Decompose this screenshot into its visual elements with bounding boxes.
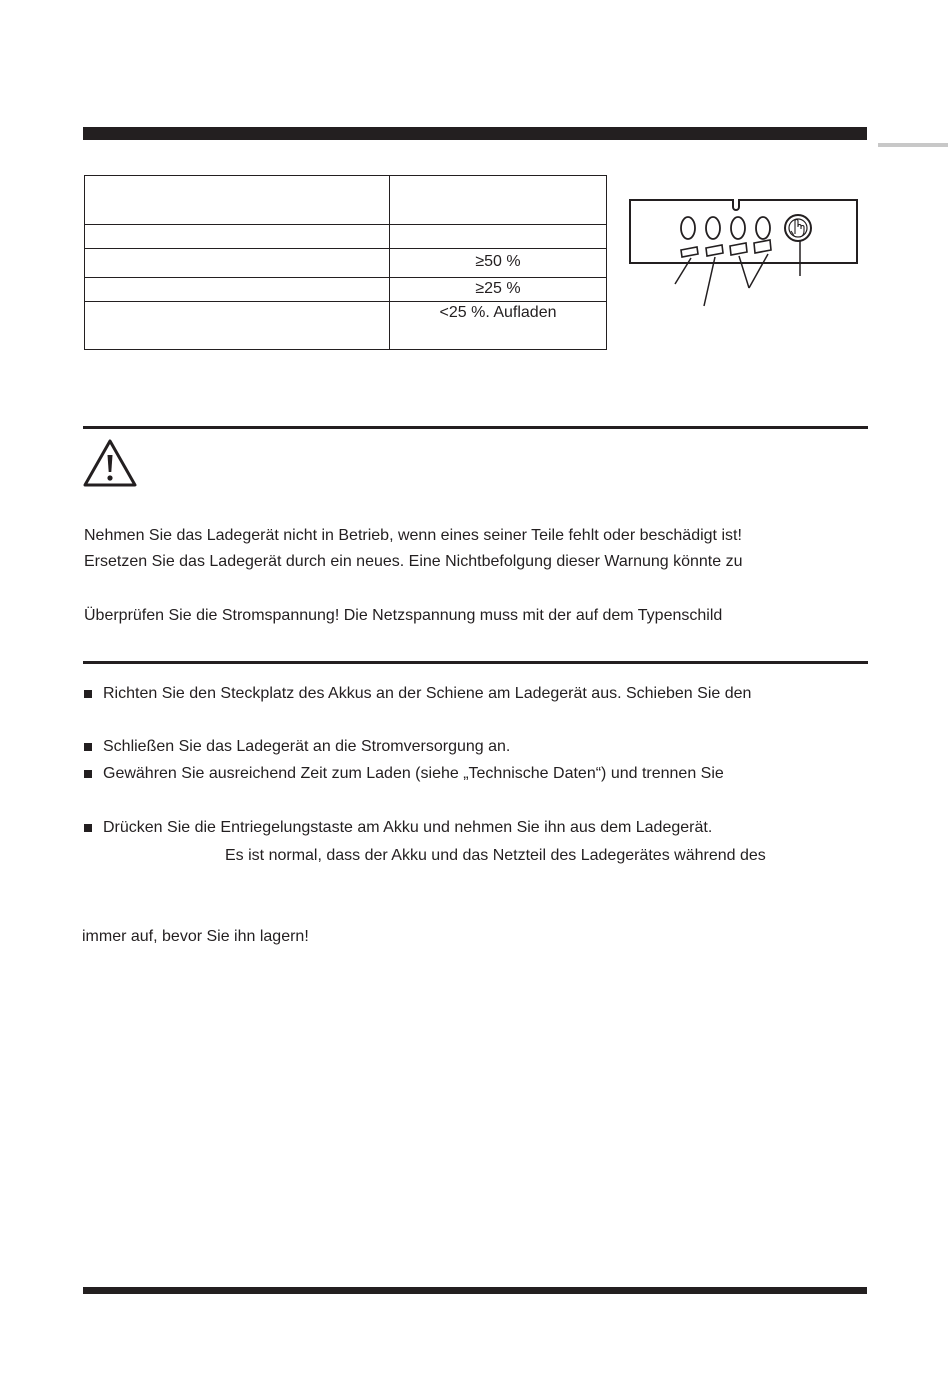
table-cell-value [390, 176, 607, 225]
warning-text-line: Überprüfen Sie die Stromspannung! Die Netzspannung muss mit der auf dem Typenschild [84, 607, 723, 624]
storage-note: immer auf, bevor Sie ihn lagern! [82, 928, 309, 945]
list-item: Richten Sie den Steckplatz des Akkus an der Schiene am Ladegerät aus. Schieben Sie den [103, 685, 752, 702]
table-cell-label [85, 249, 390, 278]
warning-text-line: Ersetzen Sie das Ladegerät durch ein neues. Eine Nichtbefolgung dieser Warnung könnte zu [84, 553, 743, 570]
table-row [85, 249, 607, 278]
header-bar [83, 127, 867, 140]
battery-indicator-illustration [620, 190, 870, 315]
table-row [85, 278, 607, 302]
table-cell-value: ≥25 % [390, 278, 607, 302]
section-divider [83, 426, 868, 429]
table-cell-label [85, 302, 390, 350]
warning-triangle-icon [82, 438, 138, 488]
bullet-icon [84, 770, 92, 778]
section-tab [878, 143, 948, 147]
table-cell-label [85, 176, 390, 225]
list-item: Drücken Sie die Entriegelungstaste am Akku und nehmen Sie ihn aus dem Ladegerät. [103, 819, 713, 836]
table-row [85, 302, 607, 350]
section-divider [83, 661, 868, 664]
note-text: Es ist normal, dass der Akku und das Netzteil des Ladegerätes während des [225, 847, 766, 864]
charge-status-table [84, 175, 607, 350]
table-row [85, 225, 607, 249]
push-button-icon [785, 215, 811, 241]
bullet-icon [84, 743, 92, 751]
table-cell-value: ≥50 % [390, 249, 607, 278]
footer-bar [83, 1287, 867, 1294]
warning-text-line: Nehmen Sie das Ladegerät nicht in Betrieb, wenn eines seiner Teile fehlt oder beschädigt ist! [84, 527, 742, 544]
table-row [85, 176, 607, 225]
table-cell-value: <25 %. Aufladen [390, 302, 607, 350]
list-item: Schließen Sie das Ladegerät an die Stromversorgung an. [103, 738, 511, 755]
bullet-icon [84, 824, 92, 832]
table-cell-label [85, 278, 390, 302]
bullet-icon [84, 690, 92, 698]
table-cell-value [390, 225, 607, 249]
table-cell-label [85, 225, 390, 249]
list-item: Gewähren Sie ausreichend Zeit zum Laden (siehe „Technische Daten“) und trennen Sie [103, 765, 724, 782]
